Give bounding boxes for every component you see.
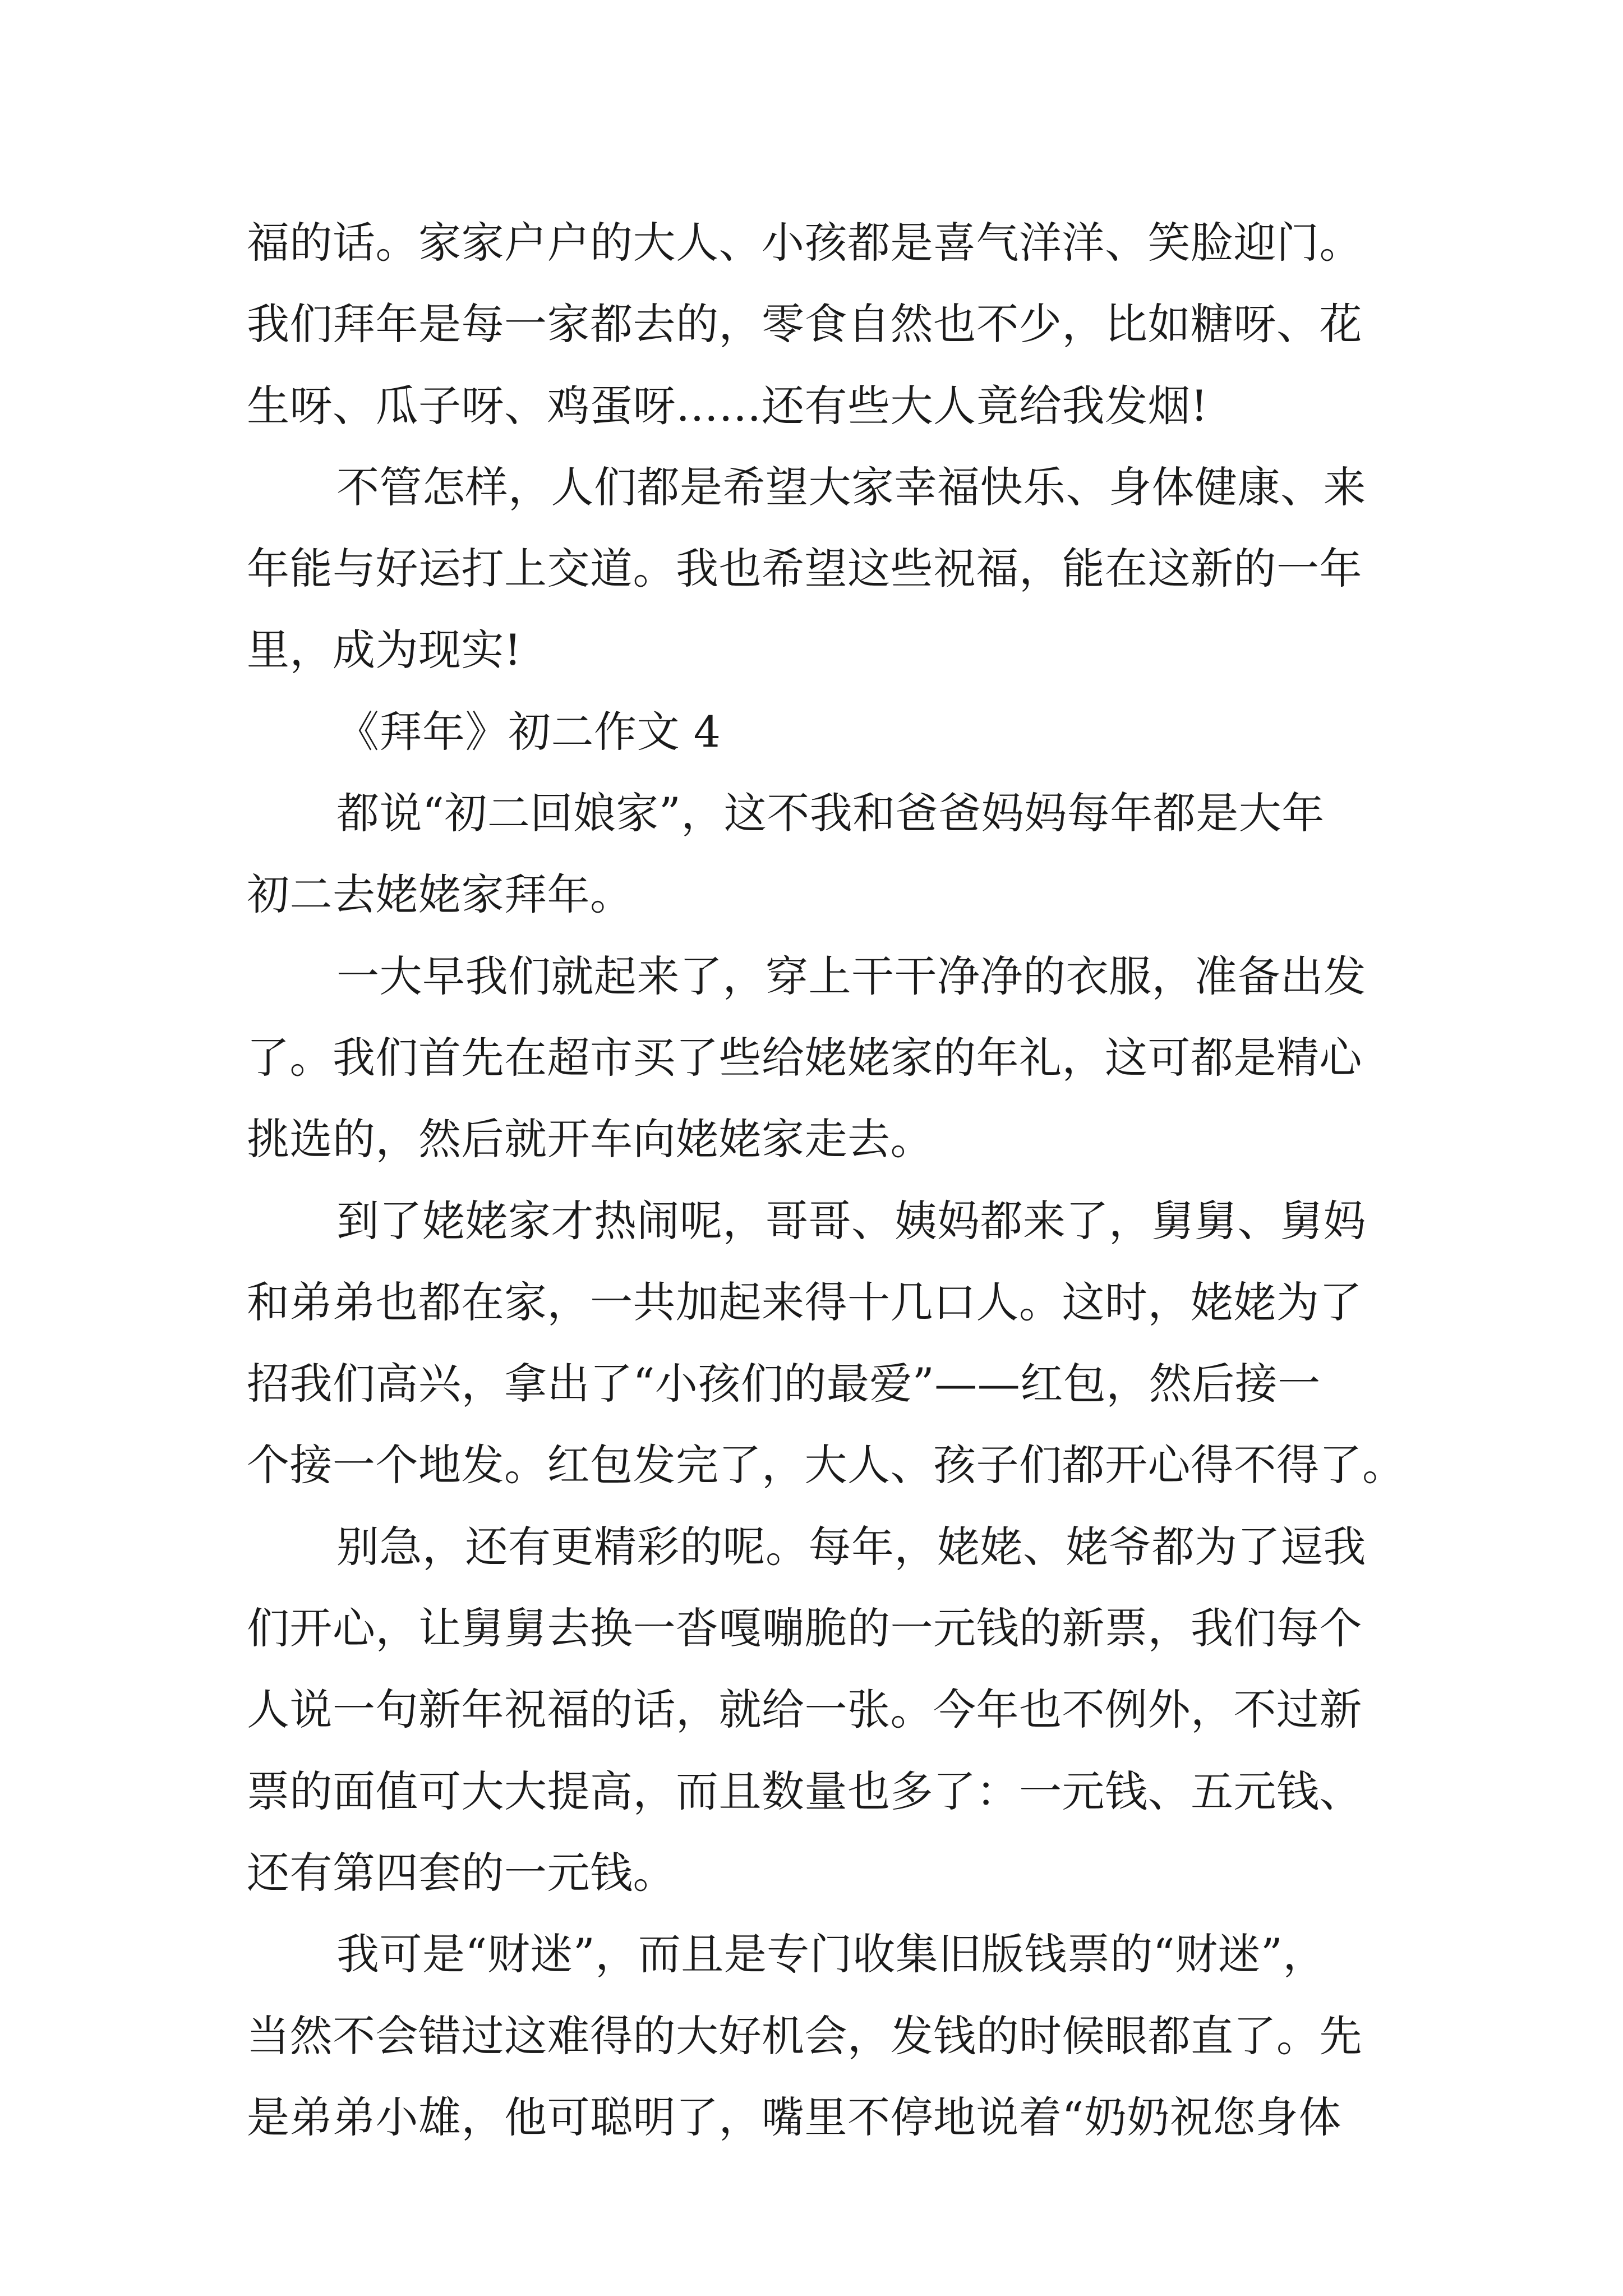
text-line: 我们拜年是每一家都去的，零食自然也不少，比如糖呀、花 [247, 299, 1362, 349]
paragraph-first-line: 不管怎样，人们都是希望大家幸福快乐、身体健康、来 [336, 462, 1366, 512]
paragraph-first-line: 《拜年》初二作文 4 [336, 706, 721, 757]
paragraph-first-line: 我可是“财迷”，而且是专门收集旧版钱票的“财迷”， [336, 1929, 1326, 1980]
text-line: 还有第四套的一元钱。 [247, 1847, 676, 1898]
text-line: 人说一句新年祝福的话，就给一张。今年也不例外，不过新 [247, 1685, 1362, 1735]
text-line: 们开心，让舅舅去换一沓嘎嘣脆的一元钱的新票，我们每个 [247, 1603, 1362, 1654]
text-line: 年能与好运打上交道。我也希望这些祝福，能在这新的一年 [247, 544, 1362, 594]
text-line: 是弟弟小雄，他可聪明了，嘴里不停地说着“奶奶祝您身体 [247, 2092, 1341, 2142]
text-line: 了。我们首先在超市买了些给姥姥家的年礼，这可都是精心 [247, 1032, 1362, 1083]
essay-text-block [247, 202, 1405, 2158]
text-line: 和弟弟也都在家，一共加起来得十几口人。这时，姥姥为了 [247, 1277, 1362, 1327]
text-line: 挑选的，然后就开车向姥姥家走去。 [247, 1114, 933, 1165]
text-line: 初二去姥姥家拜年。 [247, 869, 633, 920]
text-line: 票的面值可大大提高，而且数量也多了：一元钱、五元钱、 [247, 1766, 1362, 1816]
text-line: 招我们高兴，拿出了“小孩们的最爱”——红包，然后接一 [247, 1359, 1321, 1409]
paragraph-first-line: 都说“初二回娘家”，这不我和爸爸妈妈每年都是大年 [336, 788, 1325, 839]
text-line: 生呀、瓜子呀、鸡蛋呀……还有些大人竟给我发烟! [247, 380, 1209, 431]
text-line: 个接一个地发。红包发完了，大人、孩子们都开心得不得了。 [247, 1440, 1405, 1490]
text-line: 福的话。家家户户的大人、小孩都是喜气洋洋、笑脸迎门。 [247, 218, 1362, 268]
paragraph-first-line: 到了姥姥家才热闹呢，哥哥、姨妈都来了，舅舅、舅妈 [336, 1195, 1366, 1246]
text-line: 里，成为现实! [247, 625, 522, 675]
paragraph-first-line: 一大早我们就起来了，穿上干干净净的衣服，准备出发 [336, 951, 1366, 1001]
text-line: 当然不会错过这难得的大好机会，发钱的时候眼都直了。先 [247, 2010, 1362, 2061]
paragraph-first-line: 别急，还有更精彩的呢。每年，姥姥、姥爷都为了逗我 [336, 1521, 1366, 1572]
